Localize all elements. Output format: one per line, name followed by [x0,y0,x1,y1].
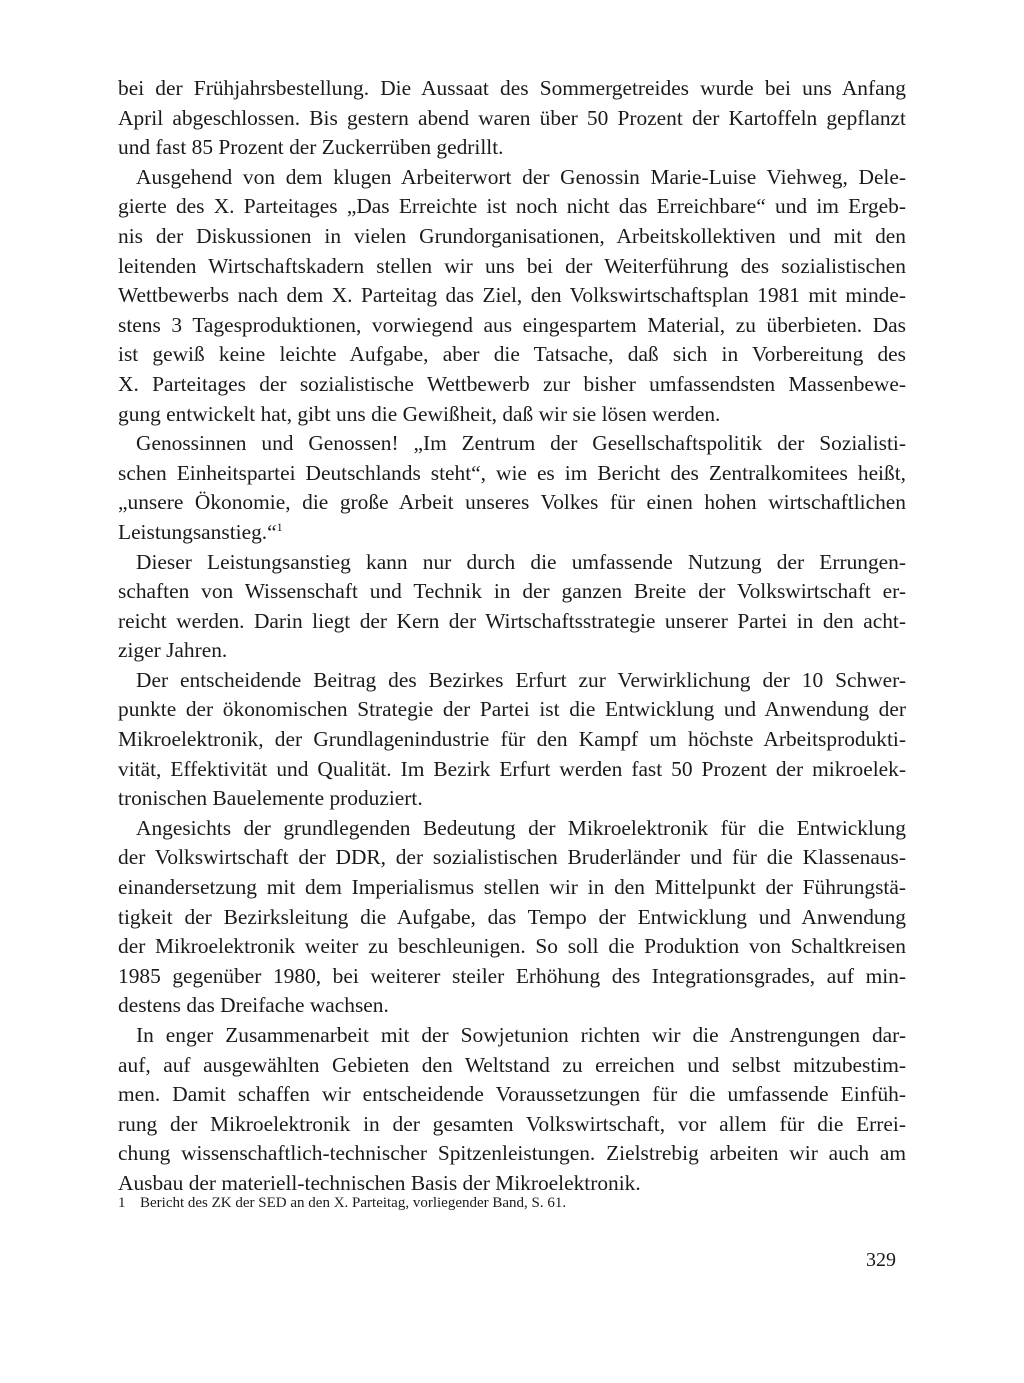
line-text: 1985 gegenüber 1980, bei weiterer steiler Erhöhung des Integrationsgrades, auf min- [118,963,906,988]
paragraph [118,548,906,666]
line-text: leitenden Wirtschaftskadern stellen wir uns bei der Weiterführung des sozialistischen [118,253,906,278]
line-text: Mikroelektronik, der Grundlagenindustrie für den Kampf um höchste Arbeitsprodukti- [118,727,906,752]
text-line [118,755,906,785]
text-line [118,518,906,548]
text-line [118,459,906,489]
text-line [118,429,906,459]
line-text: reicht werden. Darin liegt der Kern der Wirtschaftsstrategie unserer Partei in den acht- [118,608,906,633]
text-line [118,843,906,873]
text-line [118,991,906,1021]
line-text: nis der Diskussionen in vielen Grundorganisationen, Arbeitskollektiven und mit den [118,223,906,248]
text-line [118,1021,906,1051]
line-text: schen Einheitspartei Deutschlands steht“, wie es im Bericht des Zentralkomitees heißt, [118,460,906,485]
text-line [118,74,906,104]
line-text: gung entwickelt hat, gibt uns die Gewißheit, daß wir sie lösen werden. [118,401,721,426]
text-line [118,1051,906,1081]
text-line [118,222,906,252]
line-text: der Mikroelektronik weiter zu beschleunigen. So soll die Produktion von Schaltkreisen [118,934,906,959]
text-line [118,252,906,282]
footnote-reference: 1 [276,519,283,534]
line-text: vität, Effektivität und Qualität. Im Bezirk Erfurt werden fast 50 Prozent der mikroelek- [118,756,906,781]
text-line [118,903,906,933]
text-line [118,311,906,341]
line-text: auf, auf ausgewählten Gebieten den Weltstand zu erreichen und selbst mitzubestim- [118,1052,906,1077]
page-number: 329 [866,1249,896,1271]
line-text: April abgeschlossen. Bis gestern abend waren über 50 Prozent der Kartoffeln gepflanzt [118,105,906,130]
line-text: „unsere Ökonomie, die große Arbeit unseres Volkes für einen hohen wirtschaftlichen [118,490,906,515]
footnote [118,1193,566,1213]
line-text: X. Parteitages der sozialistische Wettbewerb zur bisher umfassendsten Massenbewe- [118,371,906,396]
text-line [118,1110,906,1140]
line-text: einandersetzung mit dem Imperialismus stellen wir in den Mittelpunkt der Führungstä- [118,875,906,900]
line-text: destens das Dreifache wachsen. [118,993,389,1018]
line-text: der Volkswirtschaft der DDR, der sozialistischen Bruderländer und für die Klassenaus- [118,845,906,870]
text-line [118,192,906,222]
paragraph [118,814,906,1021]
line-text: rung der Mikroelektronik in der gesamten Volkswirtschaft, vor allem für die Errei- [118,1111,906,1136]
text-line [118,695,906,725]
line-text: Genossinnen und Genossen! „Im Zentrum der Gesellschaftspolitik der Sozialisti- [136,431,906,456]
line-text: punkte der ökonomischen Strategie der Partei ist die Entwicklung und Anwendung der [118,697,906,722]
text-line [118,607,906,637]
footnote-text: Bericht des ZK der SED an den X. Parteitag, vorliegender Band, S. 61. [140,1195,567,1211]
line-text: Ausgehend von dem klugen Arbeiterwort der Genossin Marie-Luise Viehweg, Dele- [136,164,906,189]
line-text: Der entscheidende Beitrag des Bezirkes Erfurt zur Verwirklichung der 10 Schwer- [136,667,906,692]
line-text: men. Damit schaffen wir entscheidende Voraussetzungen für die umfassende Einfüh- [118,1082,906,1107]
footnote-number: 1 [118,1195,126,1211]
paragraph [118,74,906,163]
text-line [118,1139,906,1169]
text-line [118,932,906,962]
line-text: Angesichts der grundlegenden Bedeutung der Mikroelektronik für die Entwicklung [136,815,906,840]
line-text: chung wissenschaftlich-technischer Spitzenleistungen. Zielstrebig arbeiten wir auch am [118,1141,906,1166]
line-text: ist gewiß keine leichte Aufgabe, aber die Tatsache, daß sich in Vorbereitung des [118,342,906,367]
text-line [118,340,906,370]
line-text: Leistungsanstieg.“ [118,519,277,544]
text-line [118,104,906,134]
text-line [118,548,906,578]
paragraph [118,666,906,814]
body-text [118,74,906,1199]
text-line [118,281,906,311]
line-text: Dieser Leistungsanstieg kann nur durch die umfassende Nutzung der Errungen- [136,549,906,574]
line-text: stens 3 Tagesproduktionen, vorwiegend aus eingespartem Material, zu überbieten. Das [118,312,906,337]
paragraph [118,163,906,429]
line-text: bei der Frühjahrsbestellung. Die Aussaat des Sommergetreides wurde bei uns Anfang [118,76,906,100]
text-line [118,133,906,163]
text-line [118,163,906,193]
text-line [118,666,906,696]
text-line [118,400,906,430]
text-line [118,784,906,814]
text-line [118,577,906,607]
line-text: ziger Jahren. [118,638,228,663]
line-text: schaften von Wissenschaft und Technik in der ganzen Breite der Volkswirtschaft er- [118,579,906,604]
text-line [118,873,906,903]
text-line [118,725,906,755]
line-text: In enger Zusammenarbeit mit der Sowjetunion richten wir die Anstrengungen dar- [136,1023,906,1047]
text-line [118,370,906,400]
paragraph [118,429,906,547]
line-text: tronischen Bauelemente produziert. [118,786,423,811]
line-text: gierte des X. Parteitages „Das Erreichte ist noch nicht das Erreichbare“ und im Ergeb- [118,194,906,219]
line-text: Wettbewerbs nach dem X. Parteitag das Ziel, den Volkswirtschaftsplan 1981 mit minde- [118,283,906,308]
text-line [118,1080,906,1110]
line-text: tigkeit der Bezirksleitung die Aufgabe, das Tempo der Entwicklung und Anwendung [118,904,906,929]
text-line [118,814,906,844]
text-line [118,636,906,666]
line-text: und fast 85 Prozent der Zuckerrüben gedrillt. [118,135,504,160]
paragraph [118,1021,906,1199]
text-line [118,962,906,992]
text-line [118,488,906,518]
line-text: Ausbau der materiell-technischen Basis der Mikroelektronik. [118,1170,641,1195]
